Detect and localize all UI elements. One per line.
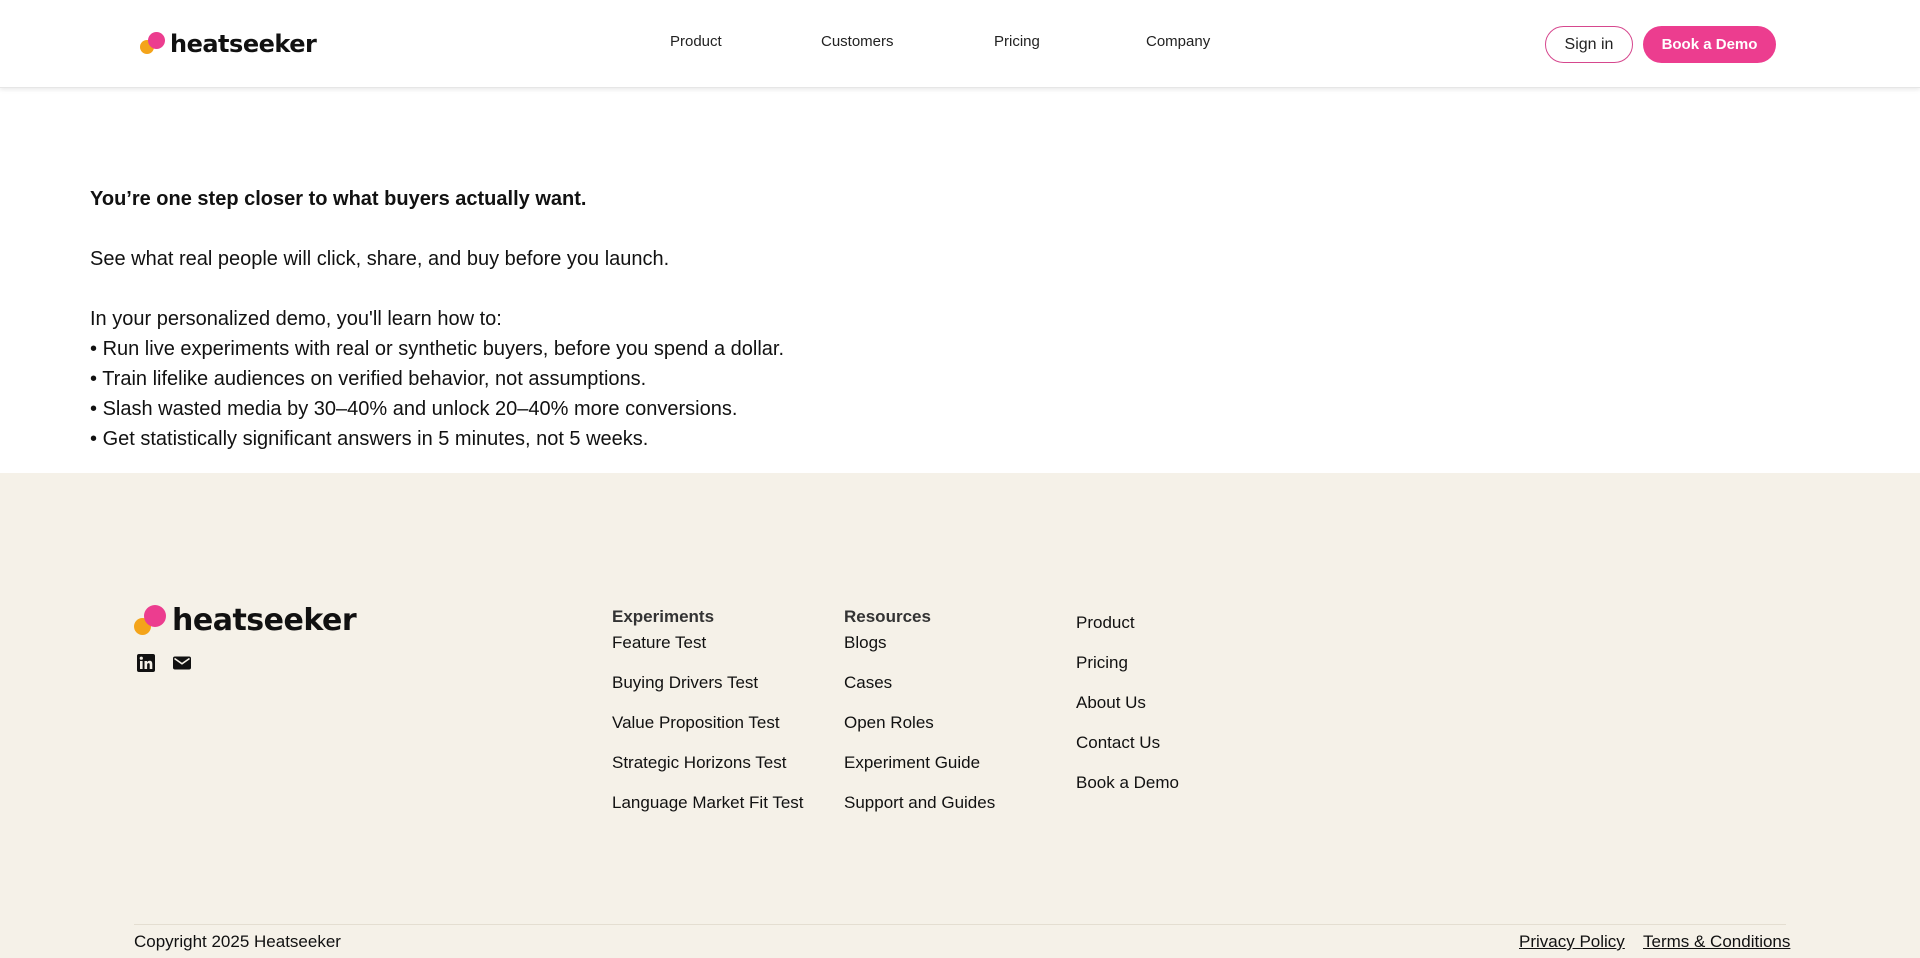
footer-divider [134,924,1786,925]
logo-wordmark: heatseeker [172,603,357,638]
nav-company[interactable]: Company [1146,33,1211,50]
footer-link-buying-drivers-test[interactable]: Buying Drivers Test [612,673,759,692]
footer-link-experiment-guide[interactable]: Experiment Guide [844,753,981,772]
linkedin-icon[interactable] [136,653,156,673]
benefit-list [90,334,890,454]
header-logo[interactable] [140,30,316,58]
footer-resources-column [844,607,995,833]
page-headline: You’re one step closer to what buyers actually want. [90,188,587,210]
footer-link-blogs[interactable]: Blogs [844,633,887,652]
footer-column-title: Resources [844,607,931,626]
site-header [0,0,1920,88]
footer-experiments-column [612,607,804,833]
nav-product[interactable]: Product [670,33,722,50]
footer-link-book-a-demo[interactable]: Book a Demo [1076,773,1179,792]
page-subheadline: See what real people will click, share, and buy before you launch. [90,248,670,270]
mail-icon[interactable] [172,653,192,673]
footer-company-column [1076,613,1179,813]
terms-conditions-link[interactable]: Terms & Conditions [1643,932,1791,951]
footer-link-contact-us[interactable]: Contact Us [1076,733,1161,752]
footer-link-cases[interactable]: Cases [844,673,893,692]
sign-in-button[interactable]: Sign in [1545,26,1633,63]
copyright-text: Copyright 2025 Heatseeker [134,932,341,951]
nav-pricing[interactable]: Pricing [994,33,1040,50]
site-footer [0,473,1920,958]
benefit-item: • Run live experiments with real or synthetic buyers, before you spend a dollar. [90,334,890,364]
footer-link-about-us[interactable]: About Us [1076,693,1146,712]
footer-column-title: Experiments [612,607,715,626]
book-demo-button[interactable]: Book a Demo [1643,26,1776,63]
benefit-item: • Get statistically significant answers in 5 minutes, not 5 weeks. [90,424,890,454]
footer-link-feature-test[interactable]: Feature Test [612,633,707,652]
footer-logo[interactable] [134,603,356,638]
logo-icon [140,30,166,58]
demo-intro: In your personalized demo, you'll learn how to: [90,308,502,330]
logo-wordmark: heatseeker [170,30,317,58]
footer-link-value-proposition-test[interactable]: Value Proposition Test [612,713,780,732]
footer-link-pricing[interactable]: Pricing [1076,653,1128,672]
footer-link-support-and-guides[interactable]: Support and Guides [844,793,996,812]
benefit-item: • Train lifelike audiences on verified behavior, not assumptions. [90,364,890,394]
main-content [90,184,890,454]
footer-link-product[interactable]: Product [1076,613,1135,632]
logo-icon [134,604,168,638]
benefit-item: • Slash wasted media by 30–40% and unlock 20–40% more conversions. [90,394,890,424]
privacy-policy-link[interactable]: Privacy Policy [1519,932,1625,951]
footer-link-open-roles[interactable]: Open Roles [844,713,934,732]
nav-customers[interactable]: Customers [821,33,894,50]
footer-link-language-market-fit-test[interactable]: Language Market Fit Test [612,793,804,812]
footer-link-strategic-horizons-test[interactable]: Strategic Horizons Test [612,753,787,772]
